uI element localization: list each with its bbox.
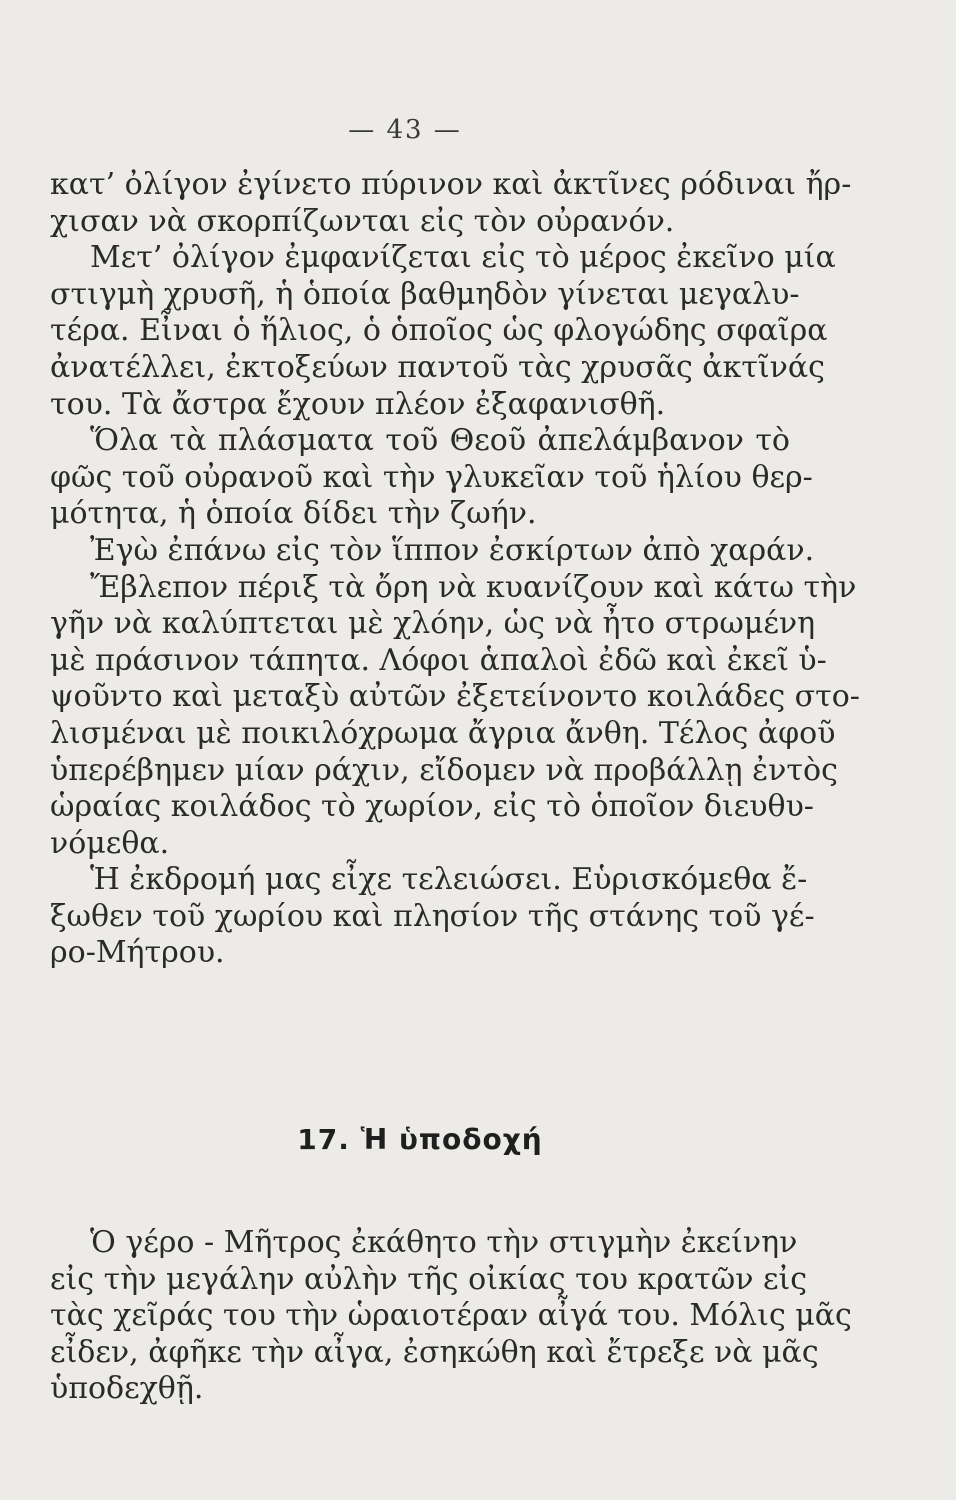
text-line: του. Τὰ ἄστρα ἔχουν πλέον ἐξαφανισθῆ. <box>50 386 666 422</box>
body-text-top <box>50 167 860 972</box>
paragraph <box>50 1225 852 1408</box>
paragraph <box>50 532 815 570</box>
text-line: μότητα, ἡ ὁποία δίδει τὴν ζωήν. <box>50 496 537 532</box>
paragraph <box>50 240 836 423</box>
text-line: τὰς χεῖράς του τὴν ὡραιοτέραν αἶγά του. Μόλις μᾶς <box>50 1298 852 1334</box>
text-line: λισμέναι μὲ ποικιλόχρωμα ἄγρια ἄνθη. Τέλος ἀφοῦ <box>50 715 836 751</box>
paragraph <box>50 167 852 240</box>
text-line: γῆν νὰ καλύπτεται μὲ χλόην, ὡς νὰ ἦτο στρωμένη <box>50 606 816 642</box>
text-line: τέρα. Εἶναι ὁ ἥλιος, ὁ ὁποῖος ὡς φλογώδης σφαῖρα <box>50 313 828 349</box>
text-line: νόμεθα. <box>50 825 170 861</box>
paragraph <box>50 569 860 863</box>
text-line: στιγμὴ χρυσῆ, ἡ ὁποία βαθμηδὸν γίνεται μεγαλυ- <box>50 276 800 312</box>
text-line: φῶς τοῦ οὐρανοῦ καὶ τὴν γλυκεῖαν τοῦ ἡλίου θερ- <box>50 459 813 495</box>
text-line: ξωθεν τοῦ χωρίου καὶ πλησίον τῆς στάνης τοῦ γέ- <box>50 898 815 934</box>
text-line: Μετ’ ὀλίγον ἐμφανίζεται εἰς τὸ μέρος ἐκεῖνο μία <box>90 240 836 276</box>
text-line: κατ’ ὀλίγον ἐγίνετο πύρινον καὶ ἀκτῖνες ρόδιναι ἤρ- <box>50 167 852 202</box>
text-line: Ὁ γέρο - Μῆτρος ἐκάθητο τὴν στιγμὴν ἐκείνην <box>90 1225 798 1260</box>
page-number: — 43 — <box>348 115 462 145</box>
text-line: χισαν νὰ σκορπίζωνται εἰς τὸν οὐρανόν. <box>50 203 675 239</box>
text-line: Ἡ ἐκδρομή μας εἶχε τελειώσει. Εὑρισκόμεθα ἔ- <box>90 862 808 898</box>
paragraph <box>50 423 813 533</box>
section-heading: 17. Ἡ ὑποδοχή <box>297 1123 543 1156</box>
text-line: Ὅλα τὰ πλάσματα τοῦ Θεοῦ ἀπελάμβανον τὸ <box>90 423 790 459</box>
text-line: ἀνατέλλει, ἐκτοξεύων παντοῦ τὰς χρυσᾶς ἀκτῖνάς <box>50 349 825 385</box>
text-line: ψοῦντο καὶ μεταξὺ αὐτῶν ἐξετείνοντο κοιλάδες στο- <box>50 679 860 715</box>
text-line: ὑπερέβημεν μίαν ράχιν, εἴδομεν νὰ προβάλλῃ ἐντὸς <box>50 752 838 788</box>
text-line: εἶδεν, ἀφῆκε τὴν αἶγα, ἐσηκώθη καὶ ἔτρεξε νὰ μᾶς <box>50 1334 819 1370</box>
text-line: ὑποδεχθῇ. <box>50 1371 204 1407</box>
text-line: ὡραίας κοιλάδος τὸ χωρίον, εἰς τὸ ὁποῖον διευθυ- <box>50 789 814 825</box>
text-line: εἰς τὴν μεγάλην αὐλὴν τῆς οἰκίας του κρατῶν εἰς <box>50 1261 808 1297</box>
body-text-bottom <box>50 1225 852 1408</box>
text-line: ρο-Μήτρου. <box>50 935 225 971</box>
paragraph <box>50 862 815 972</box>
text-line: Ἔβλεπον πέριξ τὰ ὄρη νὰ κυανίζουν καὶ κάτω τὴν <box>90 569 857 605</box>
text-line: Ἐγὼ ἐπάνω εἰς τὸν ἵππον ἐσκίρτων ἀπὸ χαράν. <box>90 532 815 568</box>
text-line: μὲ πράσινον τάπητα. Λόφοι ἁπαλοὶ ἐδῶ καὶ ἐκεῖ ὑ- <box>50 642 827 678</box>
